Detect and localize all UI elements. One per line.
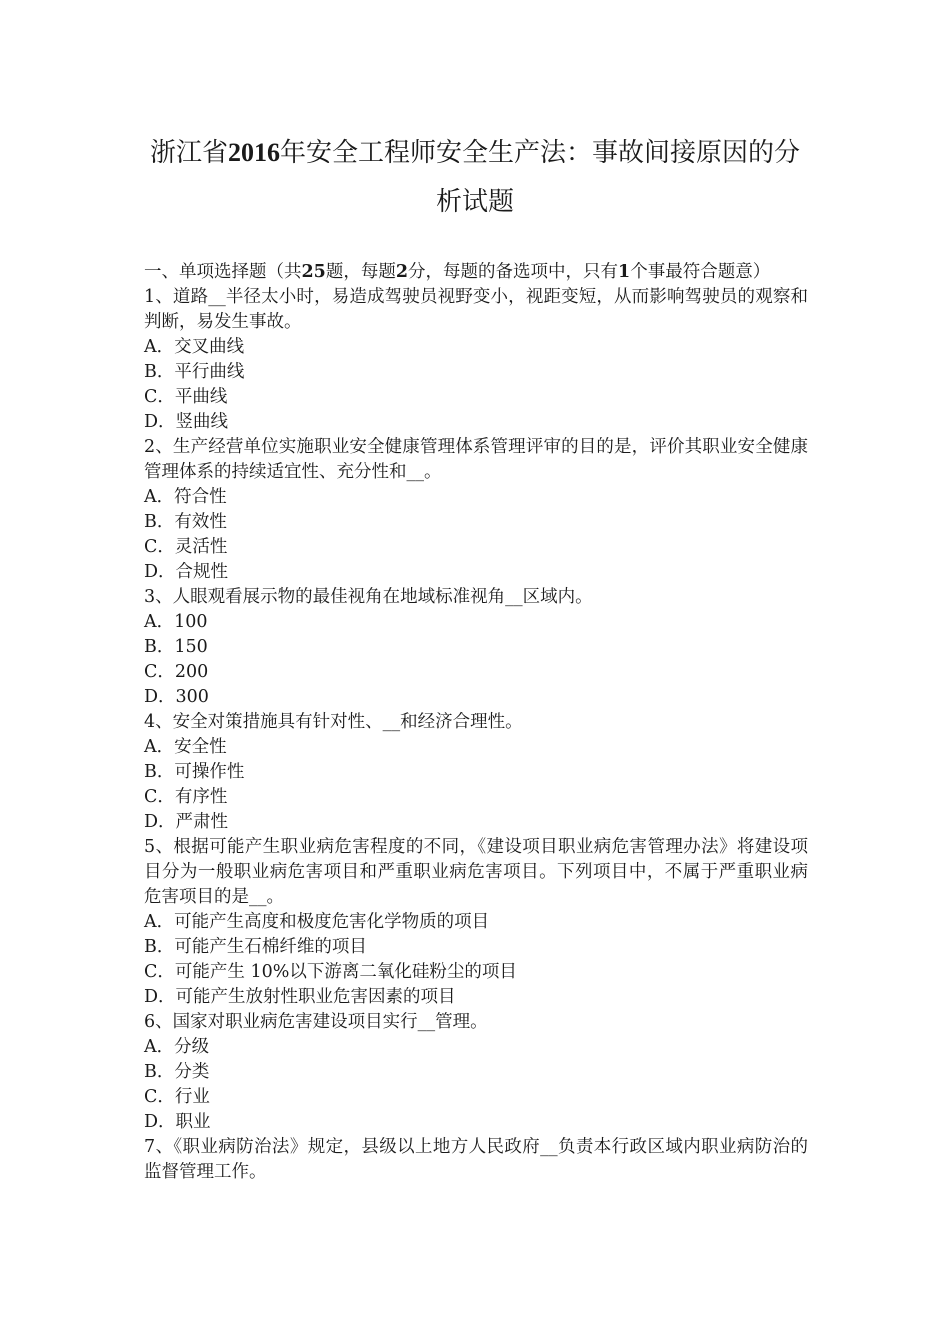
document-body — [144, 260, 808, 1185]
answer-option: B．分类 — [144, 1062, 210, 1082]
question-stem: 4、安全对策措施具有针对性、__和经济合理性。 — [144, 712, 523, 732]
question-stem: 6、国家对职业病危害建设项目实行__管理。 — [144, 1012, 488, 1032]
answer-option: B．可能产生石棉纤维的项目 — [144, 937, 367, 957]
answer-option: D．合规性 — [144, 562, 229, 582]
intro-number: 2 — [395, 262, 409, 282]
intro-number: 25 — [301, 262, 326, 282]
answer-option: B．可操作性 — [144, 762, 245, 782]
intro-text: 分，每题的备选项中，只有 — [408, 262, 619, 282]
title-text: 浙江省 — [149, 138, 228, 168]
answer-option: A．分级 — [144, 1037, 210, 1057]
document-title — [140, 128, 810, 227]
intro-text: 一、单项选择题（共 — [144, 262, 302, 282]
answer-option: B．150 — [144, 637, 208, 657]
answer-option: D．职业 — [144, 1112, 211, 1132]
answer-option: C．有序性 — [144, 787, 228, 807]
intro-text: 个事最符合题意） — [630, 262, 771, 282]
answer-option: C．灵活性 — [144, 537, 228, 557]
answer-option: A．安全性 — [144, 737, 227, 757]
section-intro — [144, 260, 808, 285]
answer-option: D．300 — [144, 687, 209, 707]
question-stem: 3、人眼观看展示物的最佳视角在地域标准视角__区域内。 — [144, 587, 593, 607]
answer-option: A．交叉曲线 — [144, 337, 245, 357]
answer-option: C．200 — [144, 662, 209, 682]
answer-option: C．可能产生 10%以下游离二氧化硅粉尘的项目 — [144, 962, 517, 982]
question-stem: 2、生产经营单位实施职业安全健康管理体系管理评审的目的是，评价其职业安全健康管理体系的持续适宜性、充分性和__。 — [144, 437, 808, 482]
question-stem: 1、道路__半径太小时，易造成驾驶员视野变小，视距变短，从而影响驾驶员的观察和判断，易发生事故。 — [144, 287, 808, 332]
answer-option: C．平曲线 — [144, 387, 228, 407]
answer-option: B．有效性 — [144, 512, 227, 532]
answer-option: A．可能产生高度和极度危害化学物质的项目 — [144, 912, 490, 932]
question-list — [144, 285, 808, 1185]
title-text: 年安全工程师安全生产法：事故间接原因的分析试题 — [280, 138, 801, 217]
question-stem: 7、《职业病防治法》规定，县级以上地方人民政府__负责本行政区域内职业病防治的监督管理工作。 — [144, 1137, 808, 1182]
answer-option: B．平行曲线 — [144, 362, 245, 382]
answer-option: A．100 — [144, 612, 208, 632]
title-year: 2016 — [228, 138, 280, 167]
answer-option: D．竖曲线 — [144, 412, 229, 432]
question-stem: 5、根据可能产生职业病危害程度的不同，《建设项目职业病危害管理办法》将建设项目分为一般职业病危害项目和严重职业病危害项目。下列项目中，不属于严重职业病危害项目的是__。 — [144, 837, 808, 907]
intro-number: 1 — [618, 262, 631, 282]
intro-text: 题，每题 — [325, 262, 396, 282]
answer-option: D．严肃性 — [144, 812, 229, 832]
answer-option: C．行业 — [144, 1087, 210, 1107]
answer-option: A．符合性 — [144, 487, 227, 507]
answer-option: D．可能产生放射性职业危害因素的项目 — [144, 987, 456, 1007]
